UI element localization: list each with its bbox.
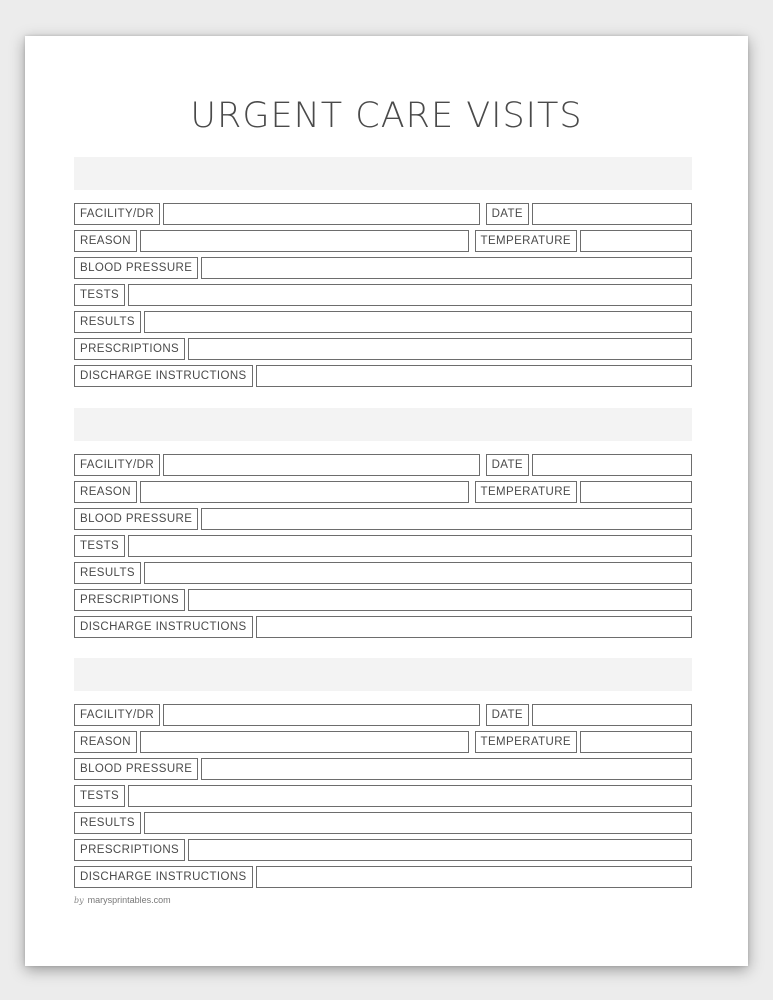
results-field[interactable]: [144, 812, 692, 834]
results-label: RESULTS: [74, 562, 141, 584]
temperature-label: TEMPERATURE: [475, 230, 577, 252]
date-label: DATE: [486, 704, 529, 726]
reason-field[interactable]: [140, 731, 469, 753]
blood-pressure-row: [74, 758, 692, 780]
tests-field[interactable]: [128, 535, 692, 557]
facility-field[interactable]: [163, 704, 480, 726]
blood-pressure-label: BLOOD PRESSURE: [74, 508, 198, 530]
reason-label: REASON: [74, 230, 137, 252]
temperature-field[interactable]: [580, 731, 692, 753]
discharge-field[interactable]: [256, 365, 692, 387]
date-label: DATE: [486, 454, 529, 476]
temperature-field[interactable]: [580, 230, 692, 252]
discharge-field[interactable]: [256, 866, 692, 888]
results-label: RESULTS: [74, 311, 141, 333]
facility-field[interactable]: [163, 203, 480, 225]
results-row: [74, 812, 692, 834]
results-field[interactable]: [144, 562, 692, 584]
date-field[interactable]: [532, 203, 692, 225]
date-label: DATE: [486, 203, 529, 225]
discharge-row: [74, 365, 692, 387]
temperature-field[interactable]: [580, 481, 692, 503]
reason-temperature-row: [74, 731, 692, 753]
footer-site: marysprintables.com: [87, 895, 171, 905]
prescriptions-row: [74, 338, 692, 360]
tests-row: [74, 785, 692, 807]
tests-label: TESTS: [74, 284, 125, 306]
prescriptions-field[interactable]: [188, 839, 692, 861]
visit-name-bar[interactable]: [74, 408, 692, 441]
discharge-label: DISCHARGE INSTRUCTIONS: [74, 616, 253, 638]
tests-row: [74, 284, 692, 306]
results-field[interactable]: [144, 311, 692, 333]
results-label: RESULTS: [74, 812, 141, 834]
visit-section: [74, 157, 692, 382]
facility-label: FACILITY/DR: [74, 454, 160, 476]
prescriptions-row: [74, 589, 692, 611]
tests-field[interactable]: [128, 284, 692, 306]
discharge-row: [74, 866, 692, 888]
reason-label: REASON: [74, 731, 137, 753]
blood-pressure-field[interactable]: [201, 508, 692, 530]
date-field[interactable]: [532, 454, 692, 476]
tests-field[interactable]: [128, 785, 692, 807]
blood-pressure-field[interactable]: [201, 758, 692, 780]
blood-pressure-field[interactable]: [201, 257, 692, 279]
page-title: URGENT CARE VISITS: [190, 96, 583, 136]
footer-by: by: [74, 896, 84, 905]
discharge-row: [74, 616, 692, 638]
reason-field[interactable]: [140, 230, 469, 252]
prescriptions-row: [74, 839, 692, 861]
footer-credit: [74, 895, 171, 905]
blood-pressure-row: [74, 508, 692, 530]
reason-temperature-row: [74, 481, 692, 503]
discharge-label: DISCHARGE INSTRUCTIONS: [74, 866, 253, 888]
tests-row: [74, 535, 692, 557]
prescriptions-label: PRESCRIPTIONS: [74, 589, 185, 611]
discharge-field[interactable]: [256, 616, 692, 638]
facility-date-row: [74, 454, 692, 476]
reason-temperature-row: [74, 230, 692, 252]
tests-label: TESTS: [74, 785, 125, 807]
prescriptions-field[interactable]: [188, 589, 692, 611]
prescriptions-field[interactable]: [188, 338, 692, 360]
blood-pressure-label: BLOOD PRESSURE: [74, 758, 198, 780]
prescriptions-label: PRESCRIPTIONS: [74, 338, 185, 360]
visit-name-bar[interactable]: [74, 157, 692, 190]
facility-date-row: [74, 203, 692, 225]
visit-name-bar[interactable]: [74, 658, 692, 691]
temperature-label: TEMPERATURE: [475, 731, 577, 753]
visit-section: [74, 408, 692, 633]
facility-label: FACILITY/DR: [74, 704, 160, 726]
temperature-label: TEMPERATURE: [475, 481, 577, 503]
visit-section: [74, 658, 692, 883]
facility-field[interactable]: [163, 454, 480, 476]
tests-label: TESTS: [74, 535, 125, 557]
reason-label: REASON: [74, 481, 137, 503]
date-field[interactable]: [532, 704, 692, 726]
blood-pressure-row: [74, 257, 692, 279]
prescriptions-label: PRESCRIPTIONS: [74, 839, 185, 861]
reason-field[interactable]: [140, 481, 469, 503]
facility-label: FACILITY/DR: [74, 203, 160, 225]
results-row: [74, 562, 692, 584]
blood-pressure-label: BLOOD PRESSURE: [74, 257, 198, 279]
discharge-label: DISCHARGE INSTRUCTIONS: [74, 365, 253, 387]
facility-date-row: [74, 704, 692, 726]
results-row: [74, 311, 692, 333]
